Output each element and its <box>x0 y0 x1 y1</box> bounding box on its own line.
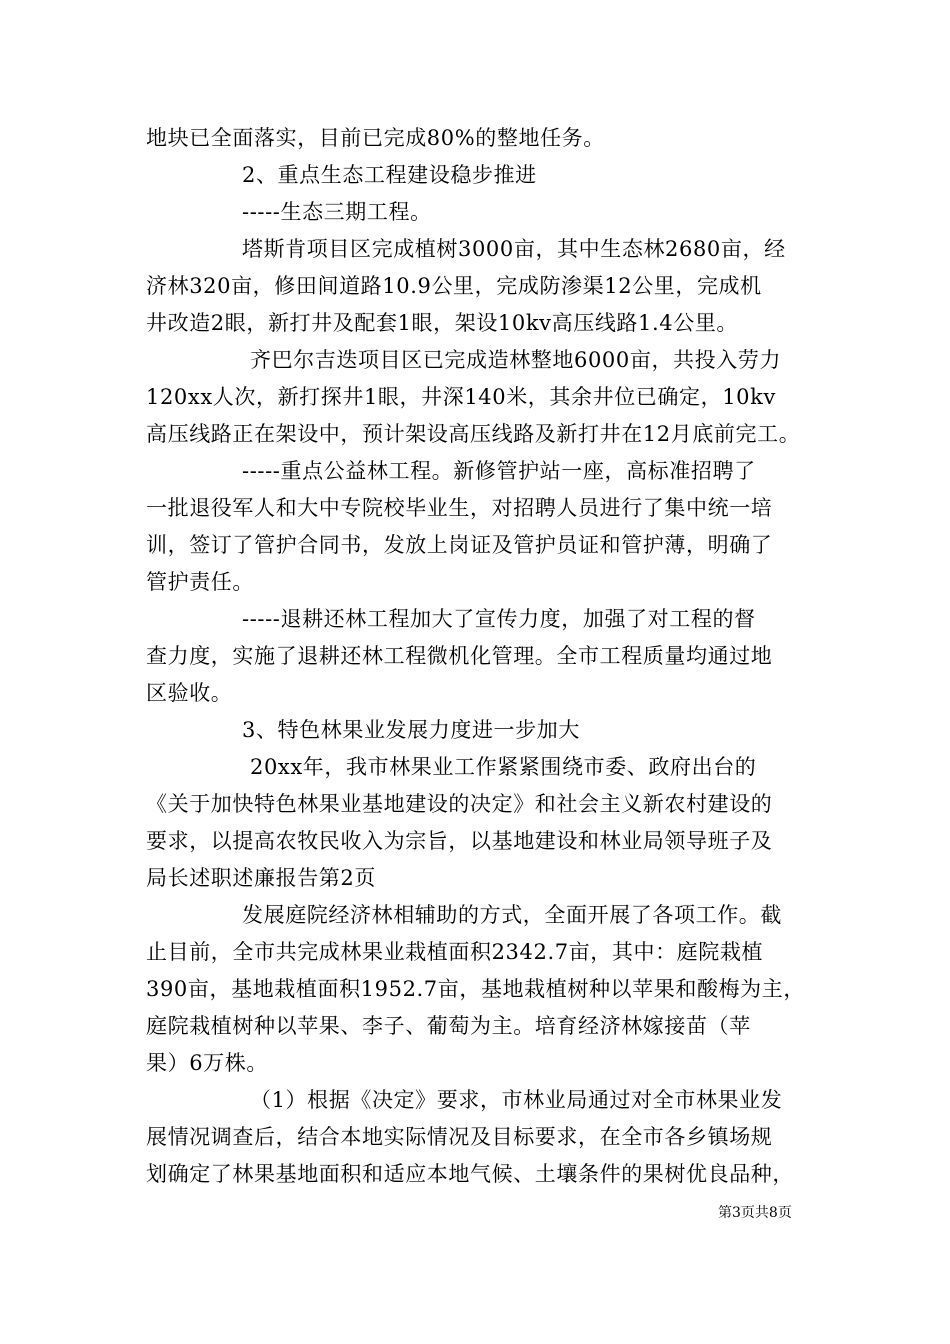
text-line: 390亩，基地栽植面积1952.7亩，基地栽植树种以苹果和酸梅为主， <box>146 977 805 1001</box>
text-line: 《关于加快特色林果业基地建设的决定》和社会主义新农村建设的 <box>146 792 773 816</box>
text-line: -----重点公益林工程。新修管护站一座，高标准招聘了 <box>242 459 756 483</box>
text-line: 庭院栽植树种以苹果、李子、葡萄为主。培育经济林嫁接苗（苹 <box>146 1014 751 1038</box>
text-line: 划确定了林果基地面积和适应本地气候、土壤条件的果树优良品种， <box>146 1162 794 1186</box>
text-line: 管护责任。 <box>146 570 254 594</box>
subsection-heading: -----生态三期工程。 <box>242 200 432 224</box>
text-line: 发展庭院经济林相辅助的方式，全面开展了各项工作。截 <box>242 903 782 927</box>
text-line: 地块已全面落实，目前已完成80%的整地任务。 <box>146 126 605 150</box>
text-line: 区验收。 <box>146 681 233 705</box>
text-line: 展情况调查后，结合本地实际情况及目标要求，在全市各乡镇场规 <box>146 1125 773 1149</box>
section-heading: 2、重点生态工程建设稳步推进 <box>242 163 537 187</box>
text-line: （1）根据《决定》要求，市林业局通过对全市林果业发 <box>250 1088 783 1112</box>
text-line: 训，签订了管护合同书，发放上岗证及管护员证和管护薄，明确了 <box>146 533 773 557</box>
text-line: 齐巴尔吉迭项目区已完成造林整地6000亩，共投入劳力 <box>250 348 782 372</box>
text-line: 高压线路正在架设中，预计架设高压线路及新打井在12月底前完工。 <box>146 422 801 446</box>
text-line: 止目前，全市共完成林果业栽植面积2342.7亩，其中：庭院栽植 <box>146 940 764 964</box>
text-line: -----退耕还林工程加大了宣传力度，加强了对工程的督 <box>242 607 756 631</box>
text-line: 济林320亩，修田间道路10.9公里，完成防渗渠12公里，完成机 <box>146 274 762 298</box>
text-line: 要求，以提高农牧民收入为宗旨，以基地建设和林业局领导班子及 <box>146 829 773 853</box>
text-line: 局长述职述廉报告第2页 <box>146 866 376 890</box>
text-line: 查力度，实施了退耕还林工程微机化管理。全市工程质量均通过地 <box>146 644 773 668</box>
text-line: 20xx年，我市林果业工作紧紧围绕市委、政府出台的 <box>250 755 757 779</box>
text-line: 塔斯肯项目区完成植树3000亩，其中生态林2680亩，经 <box>242 237 786 261</box>
section-heading: 3、特色林果业发展力度进一步加大 <box>242 718 580 742</box>
text-line: 一批退役军人和大中专院校毕业生，对招聘人员进行了集中统一培 <box>146 496 773 520</box>
text-line: 井改造2眼，新打井及配套1眼，架设10kv高压线路1.4公里。 <box>146 311 739 335</box>
text-line: 果）6万株。 <box>146 1051 268 1075</box>
text-line: 120xx人次，新打探井1眼，井深140米，其余井位已确定，10kv <box>146 385 776 409</box>
page-number-footer: 第3页共8页 <box>718 1205 792 1221</box>
